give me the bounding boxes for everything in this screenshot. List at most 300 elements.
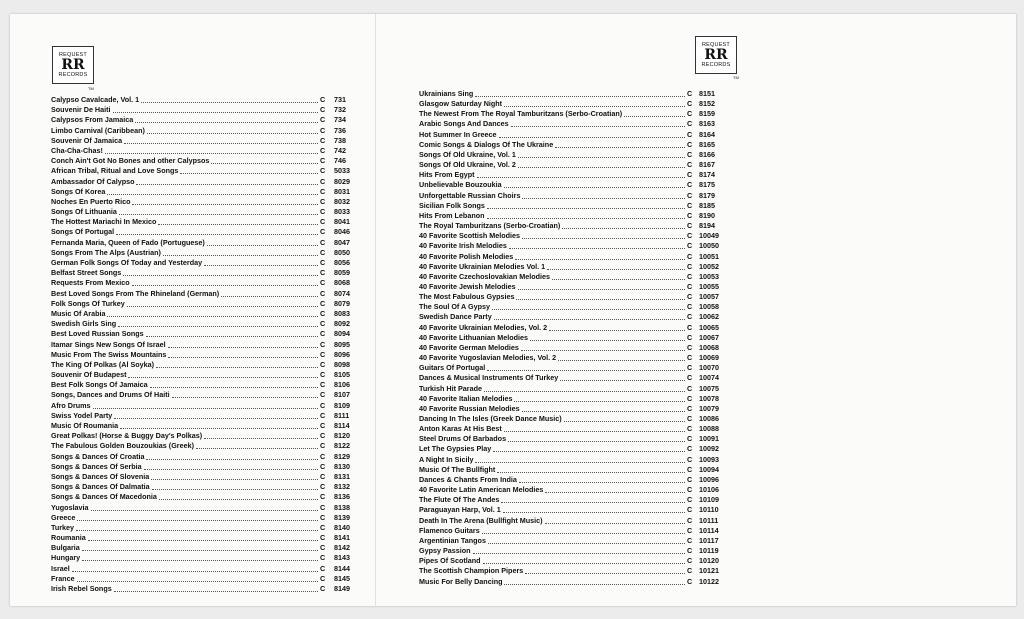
- catalog-number: 8047: [334, 238, 350, 247]
- catalog-number: 8105: [334, 371, 350, 380]
- catalog-number: 10122: [699, 577, 719, 586]
- album-title: Songs & Dances Of Slovenia: [51, 472, 150, 481]
- catalog-entry: [419, 567, 731, 575]
- catalog-number: 8068: [334, 279, 350, 288]
- album-title: Songs Of Lithuania: [51, 208, 117, 217]
- catalog-number: 8079: [334, 299, 350, 308]
- format-code: C: [687, 211, 693, 220]
- dot-leader: [118, 320, 318, 327]
- dot-leader: [144, 463, 318, 470]
- dot-leader: [508, 435, 685, 442]
- catalog-number: 8096: [334, 350, 350, 359]
- album-title: Afro Drums: [51, 401, 91, 410]
- dot-leader: [152, 483, 318, 490]
- album-title: Souvenir Of Jamaica: [51, 136, 123, 145]
- album-title: 40 Favorite Polish Melodies: [419, 252, 514, 261]
- catalog-number: 736: [334, 126, 346, 135]
- catalog-number: 738: [334, 136, 346, 145]
- catalog-number: 10075: [699, 384, 719, 393]
- dot-leader: [504, 100, 685, 107]
- catalog-number: 8109: [334, 401, 350, 410]
- album-title: 40 Favorite Ukrainian Melodies, Vol. 2: [419, 323, 548, 332]
- catalog-entry: [419, 537, 731, 545]
- album-title: Great Polkas! (Horse & Buggy Day's Polkas): [51, 432, 203, 441]
- album-title: Flamenco Guitars: [419, 526, 480, 535]
- catalog-number: 8130: [334, 462, 350, 471]
- format-code: C: [320, 157, 326, 166]
- trademark-left: TM: [88, 86, 94, 91]
- format-code: C: [320, 269, 326, 278]
- format-code: C: [320, 585, 326, 593]
- dot-leader: [484, 385, 685, 392]
- dot-leader: [135, 116, 318, 123]
- dot-leader: [522, 232, 685, 239]
- format-code: C: [687, 191, 693, 200]
- catalog-entry: [51, 453, 358, 461]
- catalog-number: 5033: [334, 167, 350, 176]
- album-title: Songs Of Korea: [51, 187, 106, 196]
- catalog-number: 731: [334, 96, 346, 104]
- catalog-entry: [419, 517, 731, 525]
- catalog-entry: [419, 506, 731, 514]
- format-code: C: [320, 554, 326, 563]
- format-code: C: [687, 201, 693, 210]
- album-title: The Newest From The Royal Tamburitzans (Serbo-Croatian): [419, 110, 623, 119]
- catalog-entry: [419, 354, 731, 362]
- catalog-number: 8114: [334, 422, 350, 430]
- dot-leader: [493, 445, 685, 452]
- catalog-entry: [51, 463, 358, 471]
- album-title: Music Of Roumania: [51, 422, 119, 430]
- album-title: The Fabulous Golden Bouzoukias (Greek): [51, 442, 194, 451]
- format-code: C: [320, 371, 326, 380]
- catalog-number: 10093: [699, 455, 719, 464]
- dot-leader: [525, 567, 685, 574]
- format-code: C: [687, 262, 693, 271]
- catalog-number: 746: [334, 157, 346, 166]
- dot-leader: [487, 364, 685, 371]
- dot-leader: [549, 324, 685, 331]
- catalog-number: 8194: [699, 222, 715, 231]
- dot-leader: [503, 506, 685, 513]
- dot-leader: [93, 402, 318, 409]
- catalog-entry: [419, 313, 731, 321]
- dot-leader: [163, 249, 318, 256]
- catalog-entry: [51, 96, 358, 104]
- format-code: C: [687, 120, 693, 129]
- album-title: Noches En Puerto Rico: [51, 197, 131, 206]
- catalog-entry: [51, 524, 358, 532]
- catalog-number: 8159: [699, 110, 715, 119]
- catalog-entry: [51, 218, 358, 226]
- catalog-number: 10119: [699, 547, 719, 556]
- album-title: Songs From The Alps (Austrian): [51, 248, 161, 257]
- album-title: Gypsy Passion: [419, 547, 471, 556]
- album-title: Swiss Yodel Party: [51, 411, 113, 420]
- catalog-number: 8185: [699, 201, 715, 210]
- catalog-entry: [419, 527, 731, 535]
- catalog-number: 10068: [699, 343, 719, 352]
- album-title: Songs Of Old Ukraine, Vol. 2: [419, 161, 516, 170]
- catalog-entry: [51, 330, 358, 338]
- catalog-entry: [419, 578, 731, 586]
- catalog-entry: [51, 116, 358, 124]
- catalog-entry: [51, 402, 358, 410]
- album-title: Itamar Sings New Songs Of Israel: [51, 340, 166, 349]
- catalog-number: 10050: [699, 242, 719, 251]
- dot-leader: [475, 90, 685, 97]
- dot-leader: [494, 313, 685, 320]
- catalog-number: 734: [334, 116, 346, 125]
- format-code: C: [687, 150, 693, 159]
- dot-leader: [511, 120, 685, 127]
- format-code: C: [687, 526, 693, 535]
- dot-leader: [509, 242, 685, 249]
- catalog-number: 10049: [699, 232, 719, 241]
- catalog-number: 8136: [334, 493, 350, 502]
- catalog-entry: [419, 547, 731, 555]
- catalog-number: 8145: [334, 574, 350, 583]
- catalog-number: 8165: [699, 140, 715, 149]
- catalog-entry: [51, 554, 358, 562]
- catalog-number: 10057: [699, 293, 719, 302]
- catalog-entry: [51, 341, 358, 349]
- catalog-number: 8092: [334, 320, 350, 329]
- album-title: Paraguayan Harp, Vol. 1: [419, 506, 501, 515]
- dot-leader: [545, 486, 685, 493]
- dot-leader: [516, 293, 685, 300]
- format-code: C: [320, 116, 326, 125]
- catalog-entry: [51, 127, 358, 135]
- right-catalog-list: [419, 90, 731, 586]
- album-title: Music Of Arabia: [51, 309, 106, 318]
- format-code: C: [320, 401, 326, 410]
- format-code: C: [320, 360, 326, 369]
- catalog-number: 8033: [334, 208, 350, 217]
- dot-leader: [504, 578, 685, 585]
- catalog-number: 10114: [699, 526, 719, 535]
- format-code: C: [687, 475, 693, 484]
- album-title: Israel: [51, 564, 70, 573]
- catalog-entry: [51, 575, 358, 583]
- catalog-number: 10117: [699, 536, 719, 545]
- catalog-number: 8074: [334, 289, 350, 298]
- format-code: C: [687, 516, 693, 525]
- format-code: C: [687, 90, 693, 98]
- dot-leader: [158, 218, 318, 225]
- album-title: 40 Favorite Ukrainian Melodies Vol. 1: [419, 262, 546, 271]
- catalog-entry: [419, 181, 731, 189]
- format-code: C: [687, 364, 693, 373]
- format-code: C: [320, 309, 326, 318]
- catalog-entry: [419, 557, 731, 565]
- catalog-number: 10067: [699, 333, 719, 342]
- catalog-number: 732: [334, 106, 346, 115]
- dot-leader: [76, 524, 318, 531]
- trademark-right: TM: [733, 75, 739, 80]
- format-code: C: [320, 177, 326, 186]
- album-title: Pipes Of Scotland: [419, 557, 481, 566]
- dot-leader: [501, 496, 685, 503]
- catalog-number: 8175: [699, 181, 715, 190]
- format-code: C: [320, 513, 326, 522]
- dot-leader: [119, 208, 318, 215]
- dot-leader: [132, 279, 318, 286]
- format-code: C: [687, 374, 693, 383]
- catalog-entry: [419, 151, 731, 159]
- album-title: Songs Of Old Ukraine, Vol. 1: [419, 150, 516, 159]
- dot-leader: [136, 178, 318, 185]
- catalog-entry: [419, 131, 731, 139]
- album-title: Hits From Egypt: [419, 171, 475, 180]
- album-title: 40 Favorite Irish Melodies: [419, 242, 507, 251]
- catalog-number: 8138: [334, 503, 350, 512]
- catalog-entry: [51, 432, 358, 440]
- dot-leader: [555, 141, 685, 148]
- catalog-entry: [51, 514, 358, 522]
- catalog-number: 8132: [334, 483, 350, 492]
- catalog-entry: [51, 198, 358, 206]
- dot-leader: [105, 147, 318, 154]
- format-code: C: [687, 455, 693, 464]
- catalog-entry: [419, 293, 731, 301]
- album-title: 40 Favorite Russian Melodies: [419, 404, 520, 413]
- catalog-entry: [419, 161, 731, 169]
- album-title: Best Loved Russian Songs: [51, 330, 144, 339]
- catalog-number: 8111: [334, 411, 350, 420]
- logo-line-request: REQUEST: [59, 52, 87, 58]
- catalog-entry: [419, 303, 731, 311]
- album-title: The Most Fabulous Gypsies: [419, 293, 515, 302]
- catalog-number: 8152: [699, 100, 715, 109]
- album-title: 40 Favorite Scottish Melodies: [419, 232, 521, 241]
- catalog-number: 10070: [699, 364, 719, 373]
- format-code: C: [320, 381, 326, 390]
- album-title: Fernanda Maria, Queen of Fado (Portuguese): [51, 238, 205, 247]
- album-title: Arabic Songs And Dances: [419, 120, 509, 129]
- catalog-entry: [51, 228, 358, 236]
- dot-leader: [114, 412, 318, 419]
- album-title: Anton Karas At His Best: [419, 425, 502, 434]
- format-code: C: [320, 279, 326, 288]
- catalog-entry: [419, 212, 731, 220]
- dot-leader: [519, 476, 685, 483]
- album-title: Songs Of Portugal: [51, 228, 115, 237]
- catalog-entry: [51, 269, 358, 277]
- album-title: Glasgow Saturday Night: [419, 100, 503, 109]
- dot-leader: [547, 263, 685, 270]
- catalog-number: 10069: [699, 354, 719, 363]
- album-title: Music For Belly Dancing: [419, 577, 503, 586]
- dot-leader: [545, 517, 685, 524]
- catalog-number: 10111: [699, 516, 719, 525]
- catalog-entry: [419, 476, 731, 484]
- album-title: Turkey: [51, 523, 75, 532]
- catalog-entry: [419, 202, 731, 210]
- format-code: C: [687, 171, 693, 180]
- format-code: C: [687, 161, 693, 170]
- format-code: C: [320, 187, 326, 196]
- format-code: C: [687, 506, 693, 515]
- dot-leader: [82, 554, 318, 561]
- catalog-entry: [419, 364, 731, 372]
- catalog-entry: [419, 263, 731, 271]
- format-code: C: [687, 496, 693, 505]
- catalog-entry: [51, 351, 358, 359]
- format-code: C: [687, 110, 693, 119]
- dot-leader: [128, 371, 318, 378]
- dot-leader: [107, 310, 318, 317]
- format-code: C: [320, 432, 326, 441]
- page-fold: [375, 14, 376, 606]
- catalog-entry: [419, 192, 731, 200]
- album-title: Conch Ain't Got No Bones and other Calypsos: [51, 157, 210, 166]
- album-title: The Soul Of A Gypsy: [419, 303, 490, 312]
- catalog-entry: [419, 385, 731, 393]
- format-code: C: [687, 222, 693, 231]
- catalog-entry: [51, 188, 358, 196]
- catalog-number: 8059: [334, 269, 350, 278]
- format-code: C: [320, 136, 326, 145]
- format-code: C: [320, 411, 326, 420]
- dot-leader: [107, 188, 318, 195]
- catalog-entry: [51, 585, 358, 593]
- catalog-entry: [51, 320, 358, 328]
- dot-leader: [624, 110, 685, 117]
- album-title: France: [51, 574, 75, 583]
- format-code: C: [320, 96, 326, 104]
- dot-leader: [487, 202, 685, 209]
- catalog-number: 8120: [334, 432, 350, 441]
- catalog-number: 8083: [334, 309, 350, 318]
- dot-leader: [159, 493, 318, 500]
- catalog-entry: [419, 324, 731, 332]
- format-code: C: [320, 259, 326, 267]
- album-title: Songs & Dances Of Dalmatia: [51, 483, 150, 492]
- dot-leader: [221, 290, 318, 297]
- catalog-number: 8167: [699, 161, 715, 170]
- dot-leader: [180, 167, 318, 174]
- format-code: C: [687, 415, 693, 423]
- catalog-number: 10058: [699, 303, 719, 312]
- format-code: C: [320, 462, 326, 471]
- album-title: Folk Songs Of Turkey: [51, 299, 125, 308]
- dot-leader: [558, 354, 685, 361]
- album-title: Calypsos From Jamaica: [51, 116, 134, 125]
- catalog-number: 10053: [699, 272, 719, 281]
- dot-leader: [473, 547, 685, 554]
- catalog-number: 8046: [334, 228, 350, 237]
- format-code: C: [320, 564, 326, 573]
- catalog-number: 742: [334, 146, 346, 155]
- format-code: C: [687, 282, 693, 291]
- dot-leader: [483, 557, 685, 564]
- catalog-entry: [51, 147, 358, 155]
- format-code: C: [320, 146, 326, 155]
- catalog-number: 10096: [699, 475, 719, 484]
- dot-leader: [168, 341, 318, 348]
- catalog-entry: [419, 253, 731, 261]
- format-code: C: [687, 394, 693, 403]
- catalog-entry: [51, 167, 358, 175]
- album-title: 40 Favorite Lithuanian Melodies: [419, 333, 529, 342]
- album-title: Hungary: [51, 554, 81, 563]
- album-title: Dances & Chants From India: [419, 475, 517, 484]
- album-title: Roumania: [51, 534, 86, 543]
- catalog-entry: [51, 300, 358, 308]
- album-title: Dancing In The Isles (Greek Dance Music): [419, 415, 562, 423]
- catalog-entry: [51, 279, 358, 287]
- album-title: Unforgettable Russian Choirs: [419, 191, 521, 200]
- album-title: Swedish Dance Party: [419, 313, 492, 322]
- dot-leader: [147, 127, 318, 134]
- request-records-logo-right: [695, 36, 737, 74]
- dot-leader: [124, 137, 318, 144]
- catalog-entry: [419, 222, 731, 230]
- catalog-number: 10092: [699, 445, 719, 454]
- catalog-number: 8029: [334, 177, 350, 186]
- album-title: 40 Favorite Czechoslovakian Melodies: [419, 272, 551, 281]
- catalog-entry: [419, 232, 731, 240]
- catalog-number: 8164: [699, 130, 715, 139]
- album-title: Death In The Arena (Bullfight Music): [419, 516, 543, 525]
- dot-leader: [518, 161, 685, 168]
- dot-leader: [168, 351, 318, 358]
- format-code: C: [687, 567, 693, 576]
- catalog-entry: [419, 496, 731, 504]
- album-title: The Flute Of The Andes: [419, 496, 500, 505]
- format-code: C: [320, 167, 326, 176]
- dot-leader: [77, 514, 318, 521]
- catalog-number: 8142: [334, 544, 350, 553]
- catalog-number: 8144: [334, 564, 350, 573]
- format-code: C: [687, 435, 693, 444]
- format-code: C: [320, 493, 326, 502]
- dot-leader: [497, 466, 685, 473]
- catalog-entry: [51, 290, 358, 298]
- format-code: C: [320, 503, 326, 512]
- catalog-entry: [419, 273, 731, 281]
- catalog-entry: [51, 239, 358, 247]
- catalog-number: 10106: [699, 486, 719, 495]
- catalog-number: 8122: [334, 442, 350, 451]
- album-title: Best Folk Songs Of Jamaica: [51, 381, 148, 390]
- format-code: C: [687, 404, 693, 413]
- format-code: C: [687, 486, 693, 495]
- format-code: C: [320, 523, 326, 532]
- dot-leader: [77, 575, 318, 582]
- album-title: Calypso Cavalcade, Vol. 1: [51, 96, 140, 104]
- catalog-entry: [419, 415, 731, 423]
- album-title: Yugoslavia: [51, 503, 89, 512]
- album-title: Hits From Lebanon: [419, 211, 485, 220]
- catalog-number: 8129: [334, 452, 350, 461]
- album-title: Cha-Cha-Chas!: [51, 146, 103, 155]
- catalog-number: 10052: [699, 262, 719, 271]
- catalog-number: 8174: [699, 171, 715, 180]
- catalog-entry: [51, 442, 358, 450]
- catalog-entry: [419, 435, 731, 443]
- format-code: C: [687, 547, 693, 556]
- catalog-entry: [51, 371, 358, 379]
- format-code: C: [320, 330, 326, 339]
- catalog-entry: [51, 310, 358, 318]
- catalog-entry: [419, 456, 731, 464]
- logo-mark: RR: [61, 57, 85, 73]
- dot-leader: [120, 422, 318, 429]
- album-title: Unbelievable Bouzoukia: [419, 181, 502, 190]
- catalog-number: 8106: [334, 381, 350, 390]
